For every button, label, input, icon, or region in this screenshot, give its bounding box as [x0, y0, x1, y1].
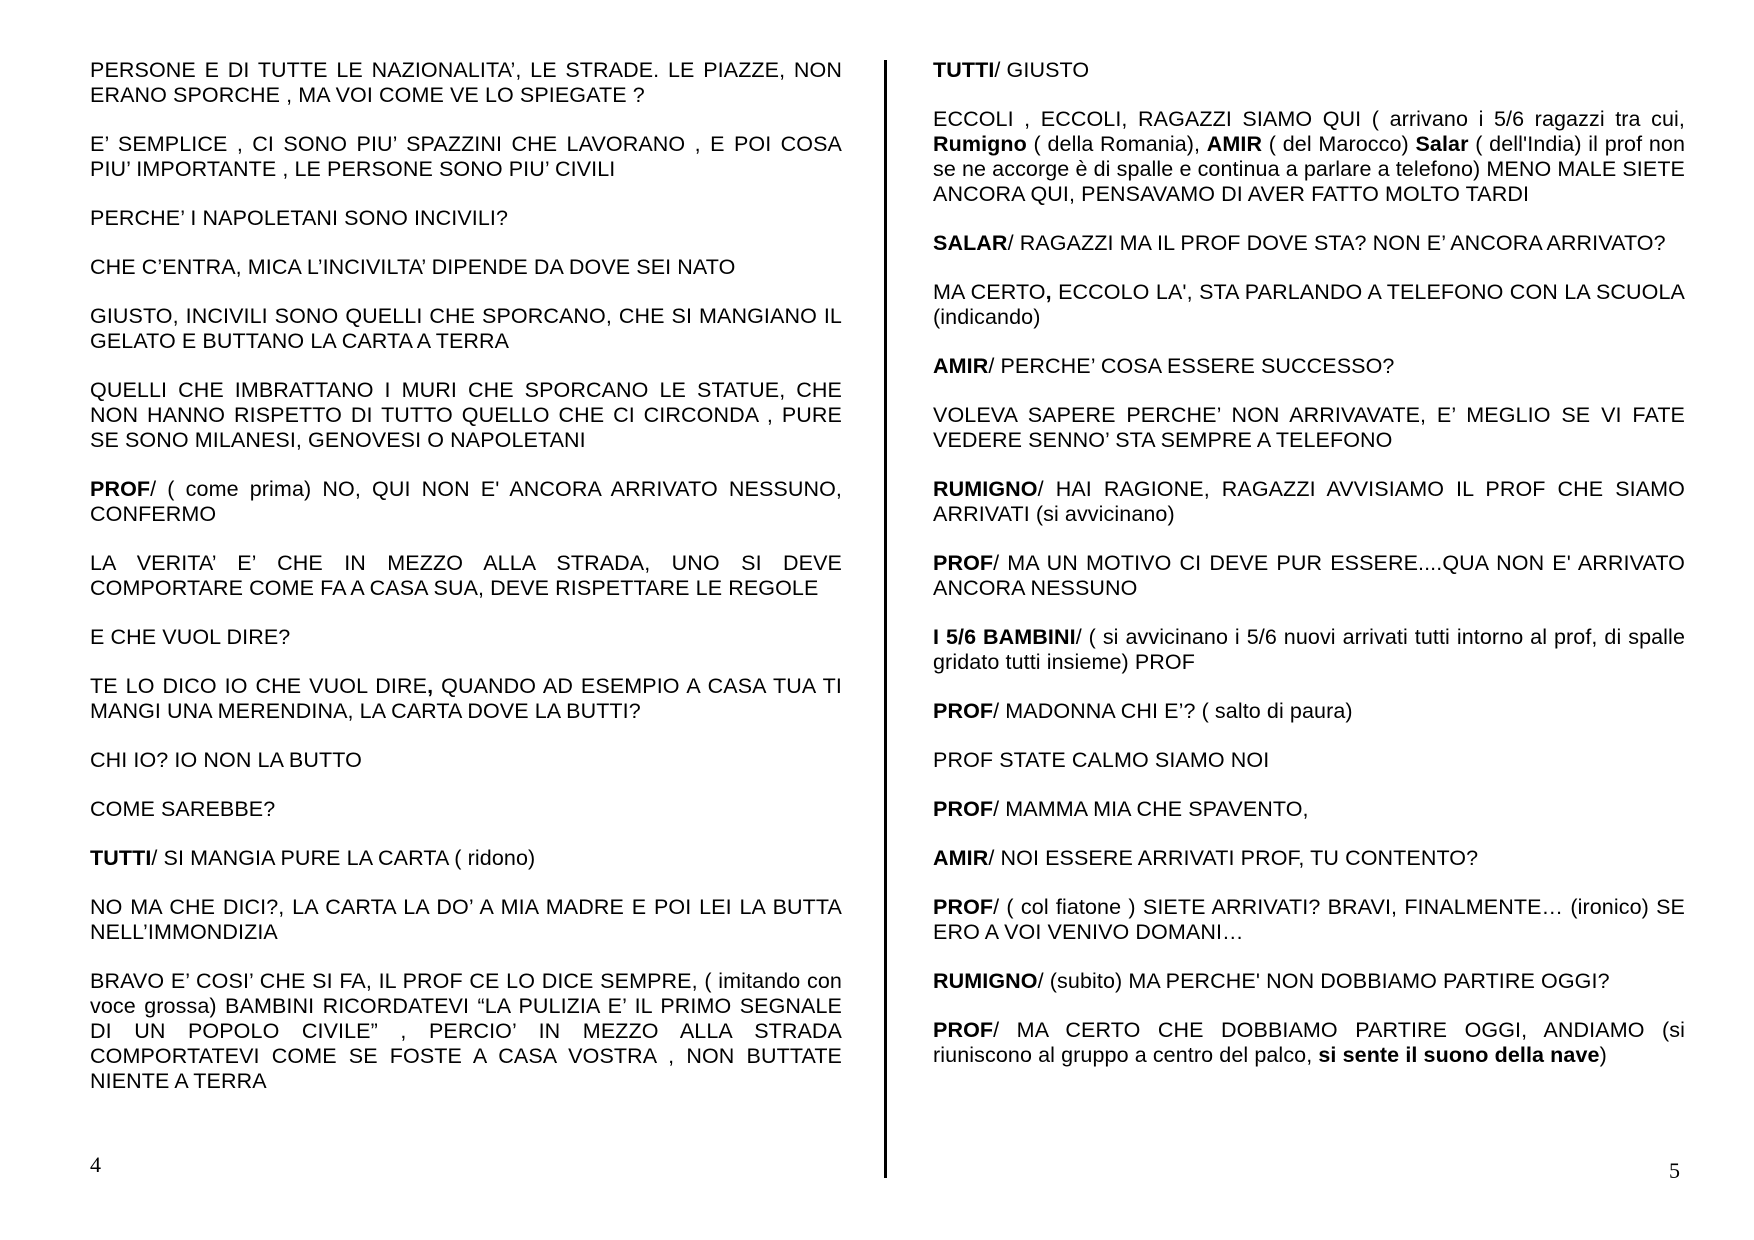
paragraph-text: TE LO DICO IO CHE VUOL DIRE — [90, 674, 428, 698]
paragraph-text: COME SAREBBE? — [90, 797, 276, 821]
script-paragraph — [90, 58, 842, 108]
script-paragraph — [933, 797, 1685, 822]
speaker-label: SALAR — [933, 231, 1008, 255]
script-paragraph — [90, 206, 842, 231]
page-number-right: 5 — [1669, 1158, 1680, 1183]
script-paragraph — [90, 132, 842, 182]
speaker-label: AMIR — [1206, 132, 1263, 156]
paragraph-text: GIUSTO, INCIVILI SONO QUELLI CHE SPORCANO, CHE SI MANGIANO IL GELATO E BUTTANO LA CARTA A TERRA — [90, 304, 842, 353]
script-paragraph — [90, 304, 842, 354]
speaker-label: RUMIGNO — [933, 477, 1038, 501]
script-paragraph — [90, 551, 842, 601]
script-paragraph — [90, 378, 842, 453]
script-paragraph — [90, 969, 842, 1094]
paragraph-text: NO MA CHE DICI?, LA CARTA LA DO’ A MIA MADRE E POI LEI LA BUTTA NELL’IMMONDIZIA — [90, 895, 842, 944]
paragraph-text: BRAVO E’ COSI’ CHE SI FA, IL PROF CE LO DICE SEMPRE, ( imitando con voce grossa) BAMBINI RICORDATEVI “LA PULIZIA E’ IL PRIMO SEGNALE DI UN POPOLO CIVILE” , PERCIO’ IN MEZZO ALLA STRADA COMPORTATEVI COME SE FOSTE A CASA VOSTRA , NON BUTTATE NIENTE A TERRA — [90, 969, 842, 1093]
paragraph-text: QUANDO AD ESEMPIO A CASA TUA TI MANGI UNA MERENDINA, LA CARTA DOVE LA BUTTI? — [90, 674, 842, 723]
speaker-label: PROF — [933, 1018, 994, 1042]
script-paragraph — [933, 477, 1685, 527]
script-paragraph — [933, 846, 1685, 871]
paragraph-text: ( dell'India) il prof non se ne accorge è di spalle e continua a parlare a telefono) MENO MALE SIETE ANCORA QUI, PENSAVAMO DI AVER FATTO MOLTO TARDI — [933, 132, 1685, 206]
script-paragraph — [90, 797, 842, 822]
speaker-label: AMIR — [933, 354, 989, 378]
paragraph-text: / ( come prima) NO, QUI NON E' ANCORA ARRIVATO NESSUNO, CONFERMO — [90, 477, 842, 526]
script-paragraph — [90, 625, 842, 650]
paragraph-text: ( della Romania), — [1026, 132, 1207, 156]
paragraph-text: / MA UN MOTIVO CI DEVE PUR ESSERE....QUA NON E' ARRIVATO ANCORA NESSUNO — [933, 551, 1685, 600]
script-paragraph — [933, 280, 1685, 330]
speaker-label: AMIR — [933, 846, 989, 870]
speaker-label: si sente il suono della nave — [1318, 1043, 1600, 1067]
paragraph-text: / HAI RAGIONE, RAGAZZI AVVISIAMO IL PROF CHE SIAMO ARRIVATI (si avvicinano) — [933, 477, 1685, 526]
script-paragraph — [933, 895, 1685, 945]
script-paragraph — [933, 403, 1685, 453]
paragraph-text: E CHE VUOL DIRE? — [90, 625, 291, 649]
script-paragraph — [90, 748, 842, 773]
script-paragraph — [90, 895, 842, 945]
paragraph-text: / NOI ESSERE ARRIVATI PROF, TU CONTENTO? — [988, 846, 1479, 870]
speaker-label: PROF — [933, 551, 994, 575]
paragraph-text: / MAMMA MIA CHE SPAVENTO, — [993, 797, 1309, 821]
script-paragraph — [933, 354, 1685, 379]
paragraph-text: PERCHE’ I NAPOLETANI SONO INCIVILI? — [90, 206, 509, 230]
speaker-label: TUTTI — [90, 846, 152, 870]
paragraph-text: VOLEVA SAPERE PERCHE’ NON ARRIVAVATE, E’ MEGLIO SE VI FATE VEDERE SENNO’ STA SEMPRE A TELEFONO — [933, 403, 1685, 452]
script-paragraph — [933, 1018, 1685, 1068]
left-page-column — [90, 58, 842, 1118]
paragraph-text: / ( si avvicinano i 5/6 nuovi arrivati tutti intorno al prof, di spalle gridato tutti insieme) PROF — [933, 625, 1685, 674]
paragraph-text: QUELLI CHE IMBRATTANO I MURI CHE SPORCANO LE STATUE, CHE NON HANNO RISPETTO DI TUTTO QUELLO CHE CI CIRCONDA , PURE SE SONO MILANESI, GENOVESI O NAPOLETANI — [90, 378, 842, 452]
speaker-label: PROF — [933, 699, 994, 723]
speaker-label: , — [427, 674, 434, 698]
paragraph-text: CHE C’ENTRA, MICA L’INCIVILTA’ DIPENDE DA DOVE SEI NATO — [90, 255, 736, 279]
paragraph-text: MA CERTO — [933, 280, 1046, 304]
script-paragraph — [90, 477, 842, 527]
script-paragraph — [90, 674, 842, 724]
speaker-label: TUTTI — [933, 58, 995, 82]
speaker-label: Rumigno — [933, 132, 1027, 156]
paragraph-text: ECCOLI , ECCOLI, RAGAZZI SIAMO QUI ( arrivano i 5/6 ragazzi tra cui, — [933, 107, 1685, 131]
page-divider — [884, 60, 887, 1178]
paragraph-text: PERSONE E DI TUTTE LE NAZIONALITA’, LE STRADE. LE PIAZZE, NON ERANO SPORCHE , MA VOI COME VE LO SPIEGATE ? — [90, 58, 842, 107]
script-paragraph — [933, 969, 1685, 994]
paragraph-text: / RAGAZZI MA IL PROF DOVE STA? NON E’ ANCORA ARRIVATO? — [1007, 231, 1666, 255]
paragraph-text: ) — [1599, 1043, 1607, 1067]
paragraph-text: CHI IO? IO NON LA BUTTO — [90, 748, 362, 772]
script-paragraph — [933, 551, 1685, 601]
paragraph-text: / SI MANGIA PURE LA CARTA ( ridono) — [151, 846, 536, 870]
script-paragraph — [933, 748, 1685, 773]
script-paragraph — [90, 846, 842, 871]
script-paragraph — [933, 231, 1685, 256]
paragraph-text: E’ SEMPLICE , CI SONO PIU’ SPAZZINI CHE LAVORANO , E POI COSA PIU’ IMPORTANTE , LE PERSONE SONO PIU’ CIVILI — [90, 132, 842, 181]
speaker-label: RUMIGNO — [933, 969, 1038, 993]
paragraph-text: / ( col fiatone ) SIETE ARRIVATI? BRAVI, FINALMENTE… (ironico) SE ERO A VOI VENIVO DOMANI… — [933, 895, 1685, 944]
speaker-label: PROF — [933, 797, 994, 821]
paragraph-text: / GIUSTO — [994, 58, 1090, 82]
page-number-left: 4 — [90, 1152, 101, 1177]
speaker-label: PROF — [933, 895, 994, 919]
script-paragraph — [933, 699, 1685, 724]
paragraph-text: / MA CERTO CHE DOBBIAMO PARTIRE OGGI, ANDIAMO (si riuniscono al gruppo a centro del palco, — [933, 1018, 1685, 1067]
paragraph-text: / (subito) MA PERCHE' NON DOBBIAMO PARTIRE OGGI? — [1037, 969, 1610, 993]
script-paragraph — [933, 58, 1685, 83]
speaker-label: Salar — [1415, 132, 1469, 156]
paragraph-text: PROF STATE CALMO SIAMO NOI — [933, 748, 1270, 772]
speaker-label: PROF — [90, 477, 151, 501]
paragraph-text: ( del Marocco) — [1262, 132, 1416, 156]
script-paragraph — [933, 107, 1685, 207]
script-paragraph — [933, 625, 1685, 675]
paragraph-text: LA VERITA’ E’ CHE IN MEZZO ALLA STRADA, UNO SI DEVE COMPORTARE COME FA A CASA SUA, DEVE RISPETTARE LE REGOLE — [90, 551, 842, 600]
script-paragraph — [90, 255, 842, 280]
speaker-label: I 5/6 BAMBINI — [933, 625, 1076, 649]
right-page-column — [933, 58, 1685, 1092]
paragraph-text: / MADONNA CHI E’? ( salto di paura) — [993, 699, 1353, 723]
paragraph-text: ECCOLO LA', STA PARLANDO A TELEFONO CON LA SCUOLA (indicando) — [933, 280, 1685, 329]
paragraph-text: / PERCHE’ COSA ESSERE SUCCESSO? — [988, 354, 1395, 378]
speaker-label: , — [1045, 280, 1052, 304]
